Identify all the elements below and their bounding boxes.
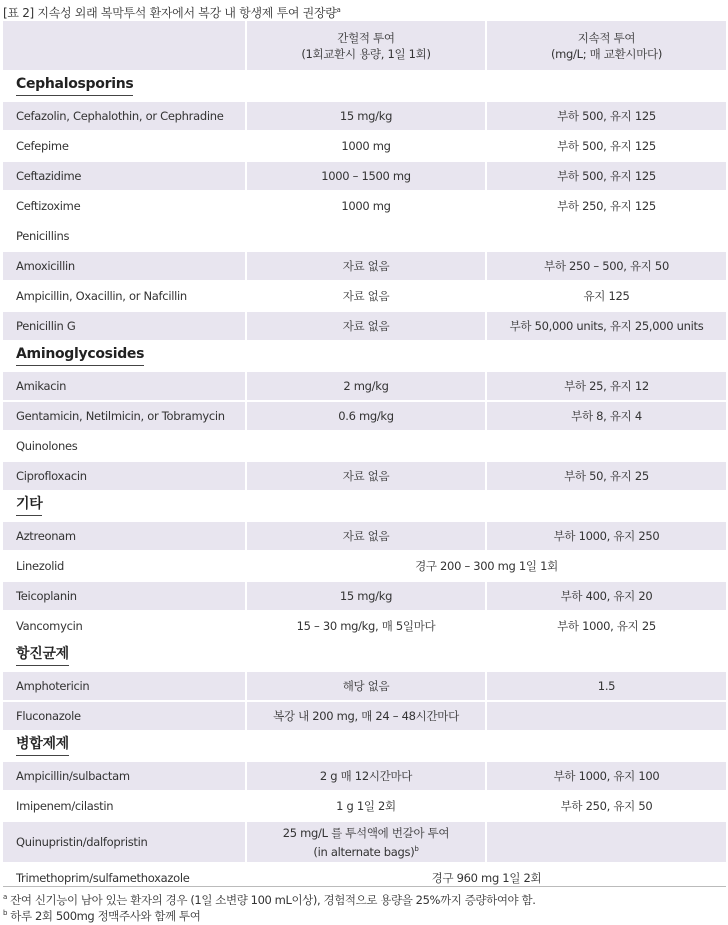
intermittent-dose: 복강 내 200 mg, 매 24 – 48시간마다 [246,701,486,731]
category-title: Cephalosporins [16,76,133,96]
category-title: Quinolones [3,431,726,461]
continuous-dose: 부하 50, 유지 25 [486,461,726,491]
category-title: Penicillins [3,221,726,251]
category-row-aminoglycosides [3,341,726,371]
intermittent-dose: 25 mg/L 를 투석액에 번갈아 투여 (in alternate bags)$^b$ [246,821,486,863]
continuous-dose: 부하 500, 유지 125 [486,161,726,191]
table-row [3,521,726,551]
table-row [3,281,726,311]
table-row [3,671,726,701]
table-row [3,251,726,281]
intermittent-dose: 0.6 mg/kg [246,401,486,431]
intermittent-dose: 자료 없음 [246,311,486,341]
drug-name: Fluconazole [3,701,246,731]
footnote-a-mark: a [3,893,7,902]
merged-dose: 경구 960 mg 1일 2회 [246,863,726,893]
table-row [3,461,726,491]
drug-name: Amoxicillin [3,251,246,281]
drug-name: Ceftizoxime [3,191,246,221]
drug-name: Trimethoprim/sulfamethoxazole [3,863,246,893]
intermittent-dose: 1 g 1일 2회 [246,791,486,821]
table-row [3,161,726,191]
continuous-dose: 부하 25, 유지 12 [486,371,726,401]
table-row [3,101,726,131]
drug-name: Linezolid [3,551,246,581]
drug-name: Imipenem/cilastin [3,791,246,821]
table-row [3,401,726,431]
drug-name: Aztreonam [3,521,246,551]
caption-text: [표 2] 지속성 외래 복막투석 환자에서 복강 내 항생제 투여 권장량 [3,6,337,20]
continuous-dose: 부하 250 – 500, 유지 50 [486,251,726,281]
header-continuous: 지속적 투여 (mg/L; 매 교환시마다) [486,21,726,71]
continuous-dose: 부하 1000, 유지 100 [486,761,726,791]
table-row [3,131,726,161]
table-row [3,191,726,221]
intermittent-dose: 15 mg/kg [246,101,486,131]
category-title: 병합제제 [16,736,69,756]
header-drug-cell [3,21,246,71]
table-row [3,311,726,341]
intermittent-dose: 1000 mg [246,191,486,221]
antibiotic-dosing-table [3,21,726,894]
table-caption [3,4,341,21]
intermittent-dose: 해당 없음 [246,671,486,701]
footnote-a [3,892,535,908]
table-row [3,551,726,581]
category-row-quinolones [3,431,726,461]
continuous-dose: 부하 400, 유지 20 [486,581,726,611]
footnote-b-mark: b [3,909,8,918]
drug-name: Ampicillin/sulbactam [3,761,246,791]
header-intermittent: 간헐적 투여 (1회교환시 용량, 1일 1회) [246,21,486,71]
merged-dose: 경구 200 – 300 mg 1일 1회 [246,551,726,581]
drug-name: Vancomycin [3,611,246,641]
category-title: Aminoglycosides [16,346,144,366]
category-title: 기타 [16,496,42,516]
footnote-a-text: 잔여 신기능이 남아 있는 환자의 경우 (1일 소변량 100 mL이상), 경험적으로 용량을 25%까지 증량하여야 함. [6,893,536,907]
drug-name: Penicillin G [3,311,246,341]
drug-name: Gentamicin, Netilmicin, or Tobramycin [3,401,246,431]
drug-name: Amikacin [3,371,246,401]
continuous-dose: 부하 250, 유지 125 [486,191,726,221]
continuous-dose: 1.5 [486,671,726,701]
continuous-dose [486,701,726,731]
continuous-dose: 부하 500, 유지 125 [486,101,726,131]
drug-name: Cefepime [3,131,246,161]
continuous-dose: 부하 1000, 유지 25 [486,611,726,641]
category-row-antifungals [3,641,726,671]
category-row-cephalosporins [3,71,726,101]
continuous-dose: 부하 250, 유지 50 [486,791,726,821]
continuous-dose: 부하 500, 유지 125 [486,131,726,161]
intermittent-dose: 자료 없음 [246,521,486,551]
drug-name: Ciprofloxacin [3,461,246,491]
intermittent-dose: 1000 mg [246,131,486,161]
table-row [3,821,726,863]
drug-name: Quinupristin/dalfopristin [3,821,246,863]
drug-name: Amphotericin [3,671,246,701]
category-row-penicillins [3,221,726,251]
drug-name: Ampicillin, Oxacillin, or Nafcillin [3,281,246,311]
table-row [3,863,726,893]
caption-footnote-mark: a [336,6,341,14]
table-row [3,371,726,401]
intermittent-dose: 2 g 매 12시간마다 [246,761,486,791]
drug-name: Cefazolin, Cephalothin, or Cephradine [3,101,246,131]
table-row [3,611,726,641]
intermittent-dose: 자료 없음 [246,461,486,491]
drug-name: Teicoplanin [3,581,246,611]
footnote-b [3,908,200,924]
intermittent-dose: 15 – 30 mg/kg, 매 5일마다 [246,611,486,641]
intermittent-dose: 자료 없음 [246,281,486,311]
continuous-dose: 부하 50,000 units, 유지 25,000 units [486,311,726,341]
category-row-combinations [3,731,726,761]
drug-name: Ceftazidime [3,161,246,191]
category-title: 항진균제 [16,646,69,666]
intermittent-dose: 2 mg/kg [246,371,486,401]
header-row [3,21,726,71]
continuous-dose: 유지 125 [486,281,726,311]
footnote-b-text: 하루 2회 500mg 정맥주사와 함께 투여 [7,909,201,923]
table-row [3,791,726,821]
continuous-dose: 부하 1000, 유지 250 [486,521,726,551]
table-bottom-rule [3,886,726,887]
table-row [3,581,726,611]
table-row [3,701,726,731]
continuous-dose [486,821,726,863]
intermittent-dose: 자료 없음 [246,251,486,281]
footnote-mark: b [414,844,419,853]
intermittent-dose: 15 mg/kg [246,581,486,611]
continuous-dose: 부하 8, 유지 4 [486,401,726,431]
intermittent-dose: 1000 – 1500 mg [246,161,486,191]
category-row-others [3,491,726,521]
table-row [3,761,726,791]
